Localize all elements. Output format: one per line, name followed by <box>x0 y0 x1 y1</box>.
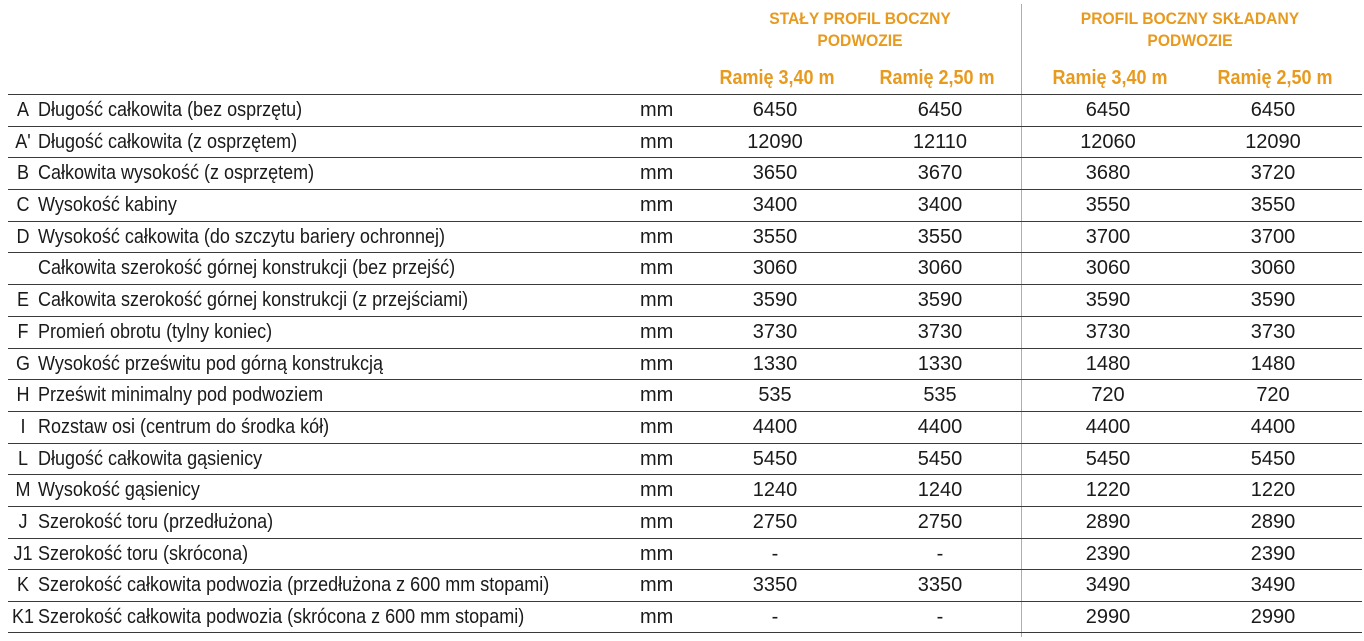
row-value-4: 4400 <box>1250 415 1296 438</box>
row-unit: mm <box>640 320 674 343</box>
table-row <box>8 569 1362 601</box>
row-value-3: 3730 <box>1085 320 1131 343</box>
row-code: K <box>16 574 30 597</box>
row-code: F <box>17 320 29 343</box>
row-code: H <box>16 384 30 407</box>
row-value-3: 3550 <box>1085 194 1131 217</box>
table-row <box>8 284 1362 316</box>
row-label: Całkowita szerokość górnej konstrukcji (z przejściami) <box>38 289 469 312</box>
row-value-4: 3720 <box>1250 162 1296 185</box>
row-code: E <box>16 289 30 312</box>
table-row <box>8 411 1362 443</box>
row-label: Szerokość całkowita podwozia (skrócona z 600 mm stopami) <box>38 606 525 628</box>
row-value-1: 3400 <box>752 194 798 217</box>
row-value-3: 1480 <box>1085 352 1131 375</box>
row-unit: mm <box>640 225 674 248</box>
table-row <box>8 379 1362 411</box>
row-value-2: 3550 <box>917 225 963 248</box>
row-value-1: 3590 <box>752 289 798 312</box>
row-unit: mm <box>640 479 674 502</box>
row-value-2: - <box>936 542 944 565</box>
row-value-1: - <box>771 606 779 628</box>
row-unit: mm <box>640 352 674 375</box>
row-label: Wysokość kabiny <box>38 194 177 217</box>
row-code: C <box>16 194 30 217</box>
row-value-3: 5450 <box>1085 447 1131 470</box>
row-value-3: 720 <box>1091 384 1125 407</box>
row-value-1: 3060 <box>752 257 798 280</box>
row-value-3: 3490 <box>1085 574 1131 597</box>
row-code: A <box>16 99 30 121</box>
row-value-1: 3650 <box>752 162 798 185</box>
row-code: L <box>17 447 29 470</box>
table-row <box>8 601 1362 633</box>
row-value-2: 3590 <box>917 289 963 312</box>
row-label: Prześwit minimalny pod podwoziem <box>38 384 324 407</box>
row-value-4: 1480 <box>1250 352 1296 375</box>
row-value-4: 5450 <box>1250 447 1296 470</box>
table-row <box>8 94 1362 126</box>
table-row <box>8 316 1362 348</box>
row-value-3: 12060 <box>1080 130 1136 153</box>
row-value-3: 4400 <box>1085 415 1131 438</box>
table-row <box>8 221 1362 253</box>
row-value-2: - <box>936 606 944 628</box>
row-value-1: 1240 <box>752 479 798 502</box>
table-row <box>8 189 1362 221</box>
row-label: Szerokość toru (przedłużona) <box>38 510 274 533</box>
row-unit: mm <box>640 574 674 597</box>
row-value-4: 3590 <box>1250 289 1296 312</box>
row-value-1: - <box>771 542 779 565</box>
row-unit: mm <box>640 194 674 217</box>
row-value-1: 5450 <box>752 447 798 470</box>
row-value-4: 3730 <box>1250 320 1296 343</box>
row-label: Promień obrotu (tylny koniec) <box>38 320 273 343</box>
row-value-4: 12090 <box>1245 130 1301 153</box>
row-code: G <box>15 352 31 375</box>
column-header-4: Ramię 2,50 m <box>1217 67 1333 89</box>
row-value-2: 535 <box>923 384 957 407</box>
table-row <box>8 252 1362 284</box>
row-value-2: 3400 <box>917 194 963 217</box>
row-value-4: 3700 <box>1250 225 1296 248</box>
row-unit: mm <box>640 99 674 121</box>
table-row <box>8 474 1362 506</box>
row-unit: mm <box>640 606 674 628</box>
row-unit: mm <box>640 384 674 407</box>
row-value-3: 1220 <box>1085 479 1131 502</box>
row-value-3: 2990 <box>1085 606 1131 628</box>
row-unit: mm <box>640 162 674 185</box>
row-value-4: 3490 <box>1250 574 1296 597</box>
row-label: Długość całkowita gąsienicy <box>38 447 263 470</box>
column-header-2: Ramię 2,50 m <box>879 67 995 89</box>
row-code: D <box>16 225 30 248</box>
row-code: J1 <box>13 542 33 565</box>
row-value-4: 3550 <box>1250 194 1296 217</box>
table-row <box>8 506 1362 538</box>
row-label: Rozstaw osi (centrum do środka kół) <box>38 415 330 438</box>
table-row <box>8 443 1362 475</box>
group-header-folding <box>1034 8 1347 52</box>
row-code: J <box>18 510 28 533</box>
row-code: A' <box>15 130 31 153</box>
row-label: Długość całkowita (z osprzętem) <box>38 130 298 153</box>
row-value-2: 4400 <box>917 415 963 438</box>
group-header-fixed-line1: STAŁY PROFIL BOCZNY <box>769 9 951 28</box>
row-value-3: 3680 <box>1085 162 1131 185</box>
row-value-2: 1330 <box>917 352 963 375</box>
row-value-4: 1220 <box>1250 479 1296 502</box>
row-value-3: 2390 <box>1085 542 1131 565</box>
table-header <box>0 0 1364 94</box>
row-value-4: 2990 <box>1250 606 1296 628</box>
row-value-1: 1330 <box>752 352 798 375</box>
row-label: Szerokość całkowita podwozia (przedłużona z 600 mm stopami) <box>38 574 550 597</box>
row-unit: mm <box>640 542 674 565</box>
row-value-4: 720 <box>1256 384 1290 407</box>
table-row <box>8 126 1362 158</box>
table-row <box>8 538 1362 570</box>
row-label: Długość całkowita (bez osprzętu) <box>38 99 303 121</box>
row-code: M <box>15 479 31 502</box>
row-value-1: 2750 <box>752 510 798 533</box>
row-value-1: 6450 <box>752 99 798 121</box>
group-header-folding-line1: PROFIL BOCZNY SKŁADANY <box>1080 9 1300 28</box>
table-row <box>8 157 1362 189</box>
table-body <box>8 94 1362 633</box>
row-value-1: 3730 <box>752 320 798 343</box>
group-header-folding-line2: PODWOZIE <box>1147 31 1233 50</box>
row-value-2: 12110 <box>912 130 968 153</box>
row-value-4: 3060 <box>1250 257 1296 280</box>
row-label: Wysokość prześwitu pod górną konstrukcją <box>38 352 383 375</box>
row-value-4: 2390 <box>1250 542 1296 565</box>
row-code: B <box>16 162 30 185</box>
row-value-1: 3350 <box>752 574 798 597</box>
row-value-1: 3550 <box>752 225 798 248</box>
row-value-2: 6450 <box>917 99 963 121</box>
row-unit: mm <box>640 289 674 312</box>
row-code <box>10 253 37 283</box>
row-label: Szerokość toru (skrócona) <box>38 542 249 565</box>
row-value-3: 2890 <box>1085 510 1131 533</box>
row-unit: mm <box>640 130 674 153</box>
row-value-2: 3060 <box>917 257 963 280</box>
row-unit: mm <box>640 415 674 438</box>
row-value-3: 6450 <box>1085 99 1131 121</box>
row-unit: mm <box>640 447 674 470</box>
row-value-4: 6450 <box>1250 99 1296 121</box>
row-value-1: 535 <box>758 384 792 407</box>
row-value-2: 3350 <box>917 574 963 597</box>
row-value-1: 4400 <box>752 415 798 438</box>
group-header-fixed-line2: PODWOZIE <box>817 31 903 50</box>
row-value-3: 3700 <box>1085 225 1131 248</box>
row-value-2: 3730 <box>917 320 963 343</box>
row-unit: mm <box>640 257 674 280</box>
row-value-2: 2750 <box>917 510 963 533</box>
row-value-3: 3060 <box>1085 257 1131 280</box>
group-header-fixed <box>704 8 1017 52</box>
row-value-4: 2890 <box>1250 510 1296 533</box>
row-label: Wysokość całkowita (do szczytu bariery ochronnej) <box>38 225 445 248</box>
table-row <box>8 348 1362 380</box>
row-label: Całkowita szerokość górnej konstrukcji (bez przejść) <box>38 257 456 280</box>
row-code: K1 <box>11 606 35 628</box>
row-value-2: 5450 <box>917 447 963 470</box>
row-value-1: 12090 <box>747 130 803 153</box>
column-header-3: Ramię 3,40 m <box>1052 67 1168 89</box>
row-label: Całkowita wysokość (z osprzętem) <box>38 162 315 185</box>
row-unit: mm <box>640 510 674 533</box>
row-value-2: 1240 <box>917 479 963 502</box>
row-code: I <box>20 415 26 438</box>
row-label: Wysokość gąsienicy <box>38 479 200 502</box>
row-value-2: 3670 <box>917 162 963 185</box>
row-value-3: 3590 <box>1085 289 1131 312</box>
column-header-1: Ramię 3,40 m <box>719 67 835 89</box>
